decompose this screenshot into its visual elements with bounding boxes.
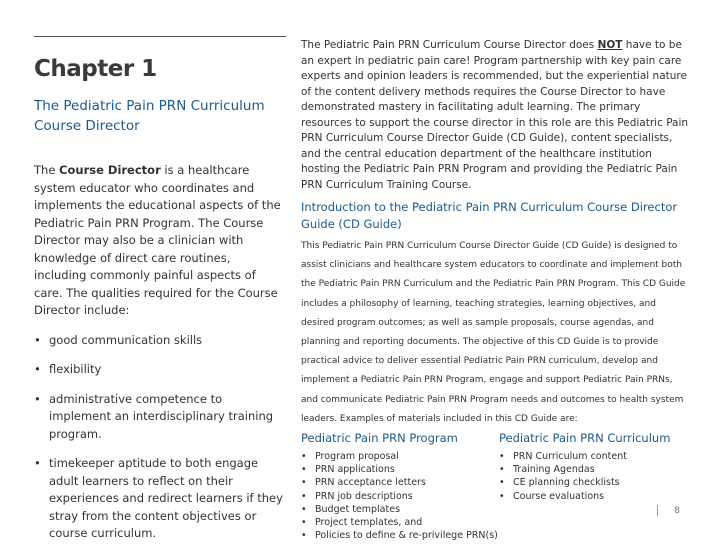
list-item [499,463,689,476]
list-item [301,476,501,489]
list-item-text: Course evaluations [513,490,605,502]
bullet-icon: • [301,477,307,489]
bullet-icon: • [301,490,307,502]
list-item-text: Budget templates [315,503,401,515]
curriculum-list [499,450,689,503]
p1-post: have to be an expert in pediatric pain care! Program partnership with key pain care experts and opinion leaders is recommended, but the experiential nature of the content delivery methods requires the Course Director to have demonstrated mastery in facilitating adult learning. The primary resources to support the course director in this role are this Pediatric Pain PRN Curriculum Course Director Guide (CD Guide), content specialists, and the central education department of the healthcare institution hosting the Pediatric Pain PRN Program and providing the Pediatric Pain PRN Curriculum Training Course. [301,39,689,191]
page-number: 8 [674,506,680,516]
list-item-text: Program proposal [315,451,399,463]
list-item [34,391,286,444]
intro-bold: Course Director [59,163,161,177]
list-item [301,463,501,476]
list-item-text: Project templates, and [315,517,423,529]
bullet-icon: • [499,477,505,489]
bullet-icon: • [499,451,505,463]
bullet-icon: • [34,362,41,376]
list-item [499,476,689,489]
top-rule [34,36,286,37]
list-item-text: CE planning checklists [513,477,620,489]
curriculum-heading: Pediatric Pain PRN Curriculum [499,431,671,446]
page-footer [657,505,680,516]
right-paragraph-2: This Pediatric Pain PRN Curriculum Course Director Guide (CD Guide) is designed to assist clinicians and healthcare system educators to coordinate and implement both the Pediatric Pain PRN Curriculum and the Pediatric Pain PRN Program. This CD Guide includes a philosophy of learning, teaching strategies, learning objectives, and desired program outcomes; as well as sample proposals, course agendas, and planning and reporting documents. The objective of this CD Guide is to provide practical advice to deliver essential Pediatric Pain PRN curriculum, develop and implement a Pediatric Pain PRN Program, engage and support Pediatric Pain PRNs, and communicate Pediatric Pain PRN Program needs and outcomes to health system leaders. Examples of materials included in this CD Guide are: [301,241,686,424]
intro-post: is a healthcare system educator who coordinates and implements the educational aspects of the Pediatric Pain PRN Program. The Course Director may also be a clinician with knowledge of direct care routines, including commonly painful aspects of care. The qualities required for the Course Director include: [34,163,281,317]
program-heading: Pediatric Pain PRN Program [301,431,458,446]
bullet-icon: • [34,391,41,406]
bullet-icon: • [301,530,307,542]
list-item-text: Training Agendas [513,464,595,476]
list-item [499,490,689,503]
bullet-icon: • [34,456,41,470]
qualities-list [34,332,286,543]
program-list [301,450,501,542]
bullet-icon: • [499,464,505,476]
bullet-icon: • [301,464,307,476]
list-item-text: Policies to define & re-privilege PRN(s) [315,530,498,542]
list-item [301,490,501,503]
bullet-icon: • [301,451,307,463]
list-item [301,503,501,516]
chapter-title: Chapter 1 [34,56,157,82]
list-item-text: PRN job descriptions [315,490,413,502]
program-column [301,431,501,542]
bullet-icon: • [34,332,41,347]
list-item-text: PRN Curriculum content [513,451,627,463]
list-item-text: PRN applications [315,464,395,476]
list-item [301,516,501,529]
bullet-icon: • [301,503,307,515]
intro-pre: The [34,163,60,177]
bullet-icon: • [499,490,505,502]
curriculum-column [499,431,689,503]
list-item-text: good communication skills [49,332,203,347]
intro-paragraph [34,162,286,320]
chapter-subtitle: The Pediatric Pain PRN Curriculum Course Director [34,98,265,134]
section-heading: Introduction to the Pediatric Pain PRN Curriculum Course Director Guide (CD Guide) [301,200,678,231]
bullet-icon: • [301,517,307,529]
p1-emphasis: NOT [597,39,623,51]
list-item-text: administrative competence to implement an interdisciplinary training program. [49,391,274,441]
right-paragraph-1 [301,38,691,193]
materials-columns [301,431,691,541]
list-item [34,361,286,379]
list-item [499,450,689,463]
list-item [301,529,501,542]
list-item-text: timekeeper aptitude to both engage adult learners to reflect on their experiences and redirect learners if they stray from the content objectives or course curriculum. [49,456,283,540]
list-item-text: PRN acceptance letters [315,477,426,489]
left-column [34,56,286,555]
footer-divider [657,505,658,516]
right-column [301,38,691,541]
p1-pre: The Pediatric Pain PRN Curriculum Course Director does [301,39,598,51]
list-item [301,450,501,463]
list-item [34,332,286,350]
list-item-text: flexibility [49,362,102,376]
list-item [34,455,286,543]
